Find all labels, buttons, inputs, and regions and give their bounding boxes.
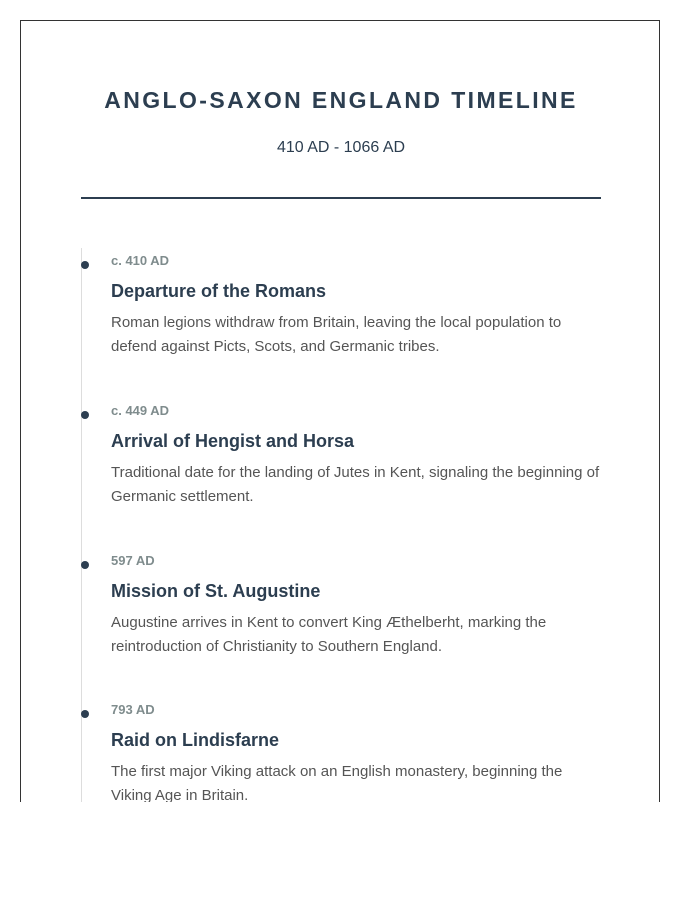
event-description: Roman legions withdraw from Britain, leaving the local population to defend against Picts, Scots, and Germanic tribes. bbox=[111, 314, 562, 355]
timeline-dot-icon bbox=[81, 261, 89, 269]
event-date: c. 410 AD bbox=[111, 253, 170, 268]
timeline-line bbox=[81, 248, 82, 802]
event-date: 793 AD bbox=[111, 702, 155, 717]
event-title: Arrival of Hengist and Horsa bbox=[111, 431, 355, 451]
event-date: 597 AD bbox=[111, 553, 155, 568]
page-title: ANGLO-SAXON ENGLAND TIMELINE bbox=[104, 87, 578, 113]
event-title: Raid on Lindisfarne bbox=[111, 730, 280, 750]
timeline-page bbox=[20, 20, 660, 802]
timeline-dot-icon bbox=[81, 561, 89, 569]
timeline bbox=[81, 248, 601, 802]
timeline-dot-icon bbox=[81, 411, 89, 419]
page-subtitle: 410 AD - 1066 AD bbox=[276, 139, 406, 156]
event-description: Traditional date for the landing of Jutes in Kent, signaling the beginning of Germanic settlement. bbox=[111, 464, 600, 505]
timeline-dot-icon bbox=[81, 710, 89, 718]
header-divider bbox=[81, 197, 601, 199]
event-date: c. 449 AD bbox=[111, 403, 170, 418]
event-description: The first major Viking attack on an English monastery, beginning the Viking Age in Britain. bbox=[111, 763, 563, 802]
event-title: Departure of the Romans bbox=[111, 281, 327, 301]
event-description: Augustine arrives in Kent to convert King Æthelberht, marking the reintroduction of Christianity to Southern England. bbox=[111, 614, 547, 655]
event-title: Mission of St. Augustine bbox=[111, 581, 321, 601]
